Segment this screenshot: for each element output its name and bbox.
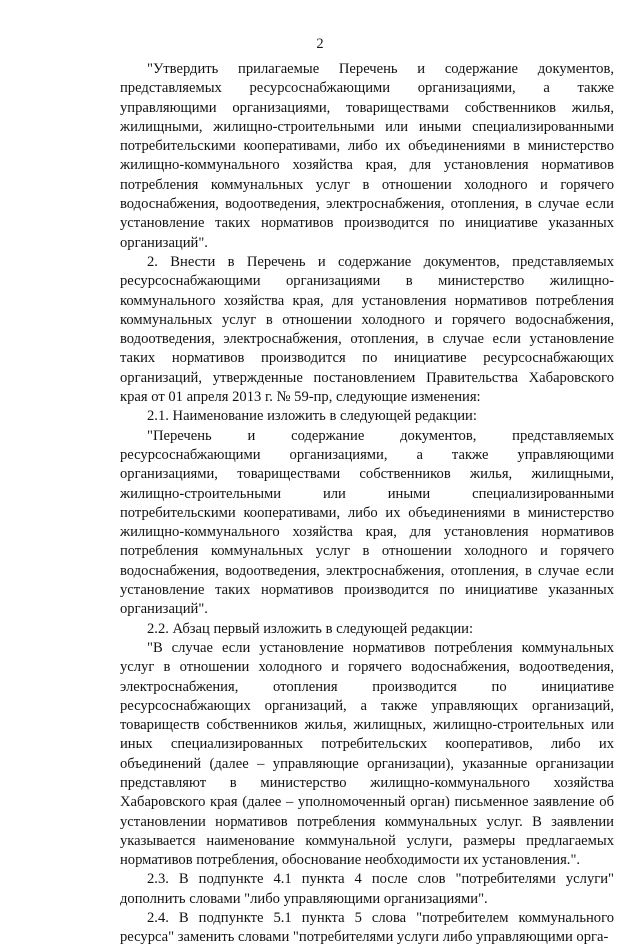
document-body	[120, 60, 614, 948]
paragraph-item-2-3: 2.3. В подпункте 4.1 пункта 4 после слов "потребителями услуги" дополнить словами "либо управляющими организациями".	[120, 871, 614, 907]
paragraph-item-2-1: 2.1. Наименование изложить в следующей редакции:	[147, 408, 477, 425]
paragraph-first-abzac-quote: "В случае если установление нормативов потребления коммунальных услуг в отношении холодного и горячего водоснабжения, водоотведения, электроснабжения, отопления производится по инициативе ресурсоснабжающих организаций, а также управляющих организаций, товариществ собственников жилья, жилищных, жилищно-строительных или иных специализированных потребительских кооперативов, либо их объединений (далее – управляющие организации), указанные организации представляют в министерство жилищно-коммунального хозяйства Хабаровского края (далее – уполномоченный орган) письменное заявление об установлении нормативов потребления коммунальных услуг. В заявлении указывается наименование коммунальной услуги, размеры предлагаемых нормативов потребления, обоснование необходимости их установления.".	[120, 639, 614, 869]
paragraph-approve-quote: "Утвердить прилагаемые Перечень и содержание документов, представляемых ресурсоснабжающими организациями, а также управляющими организациями, товариществами собственников жилья, жилищными, жилищно-строительными или иными специализированными потребительскими кооперативами, либо их объединениями в министерство жилищно-коммунального хозяйства края, для установления нормативов потребления коммунальных услуг в отношении холодного и горячего водоснабжения, водоотведения, электроснабжения, отопления, в случае если установление таких нормативов производится по инициативе указанных организаций".	[120, 61, 614, 251]
paragraph-item-2: 2. Внести в Перечень и содержание документов, представляемых ресурсоснабжающими организациями в министерство жилищно-коммунального хозяйства края, для установления нормативов потребления коммунальных услуг в отношении холодного и горячего водоснабжения, водоотведения, электроснабжения, отопления, в случае если установление таких нормативов производится по инициативе ресурсоснабжающих организаций, утвержденные постановлением Правительства Хабаровского края от 01 апреля 2013 г. № 59-пр, следующие изменения:	[120, 253, 614, 406]
paragraph-item-2-4: 2.4. В подпункте 5.1 пункта 5 слова "потребителем коммунального ресурса" заменить словами "потребителями услуги либо управляющими орга-	[120, 910, 614, 946]
paragraph-title-quote: "Перечень и содержание документов, представляемых ресурсоснабжающими организациями, а также управляющими организациями, товариществами собственников жилья, жилищными, жилищно-строительными или иными специализированными потребительскими кооперативами, либо их объединениями в министерство жилищно-коммунального хозяйства края, для установления нормативов потребления коммунальных услуг в отношении холодного и горячего водоснабжения, водоотведения, электроснабжения, отопления, в случае если установление таких нормативов производится по инициативе указанных организаций".	[120, 427, 614, 618]
paragraph-item-2-2: 2.2. Абзац первый изложить в следующей редакции:	[147, 620, 474, 637]
page-number: 2	[316, 36, 324, 52]
